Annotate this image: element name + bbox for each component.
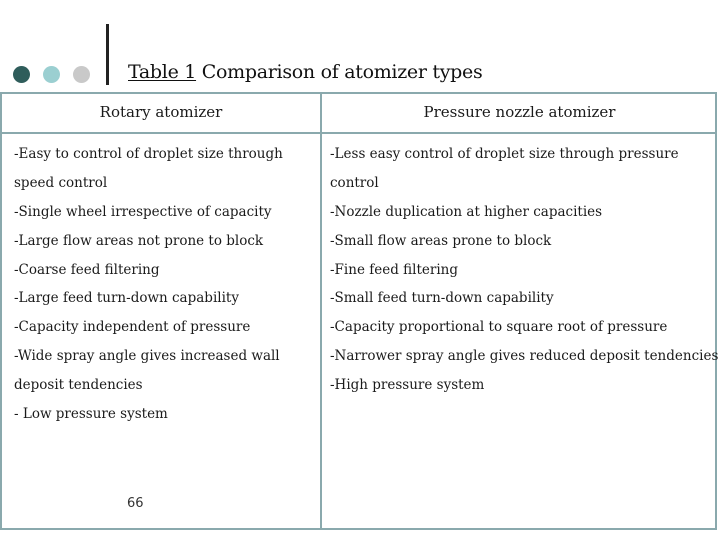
dot-dark <box>13 66 30 83</box>
header-pressure-nozzle: Pressure nozzle atomizer <box>423 103 616 121</box>
right-row: -Small feed turn-down capability <box>330 290 554 306</box>
left-row: -Wide spray angle gives increased wall <box>14 348 280 364</box>
left-row: -Easy to control of droplet size through <box>14 146 283 162</box>
left-row: deposit tendencies <box>14 377 143 393</box>
right-row: control <box>330 175 379 191</box>
dot-gray <box>73 66 90 83</box>
left-row: -Large feed turn-down capability <box>14 290 239 306</box>
title-text: Comparison of atomizer types <box>196 61 483 83</box>
right-row: -Capacity proportional to square root of pressure <box>330 319 668 335</box>
header-divider <box>2 132 715 134</box>
dot-light-teal <box>43 66 60 83</box>
right-row: -Narrower spray angle gives reduced deposit tendencies <box>330 348 719 364</box>
page-number: 66 <box>127 496 144 511</box>
header-rotary: Rotary atomizer <box>99 103 223 121</box>
right-row: -Less easy control of droplet size through pressure <box>330 146 679 162</box>
left-row: -Large flow areas not prone to block <box>14 233 264 249</box>
table-label: Table 1 <box>128 61 197 83</box>
left-row: -Capacity independent of pressure <box>14 319 251 335</box>
right-row: -High pressure system <box>330 377 485 393</box>
title-divider-line <box>106 24 109 85</box>
comparison-table <box>0 92 717 530</box>
right-row: -Nozzle duplication at higher capacities <box>330 204 603 220</box>
right-row: -Small flow areas prone to block <box>330 233 552 249</box>
left-row: -Single wheel irrespective of capacity <box>14 204 272 220</box>
page-title <box>128 61 482 83</box>
left-row: speed control <box>14 175 108 191</box>
left-row: -Coarse feed filtering <box>14 262 160 278</box>
left-row: - Low pressure system <box>14 406 168 422</box>
right-row: -Fine feed filtering <box>330 262 458 278</box>
column-divider <box>320 94 322 528</box>
